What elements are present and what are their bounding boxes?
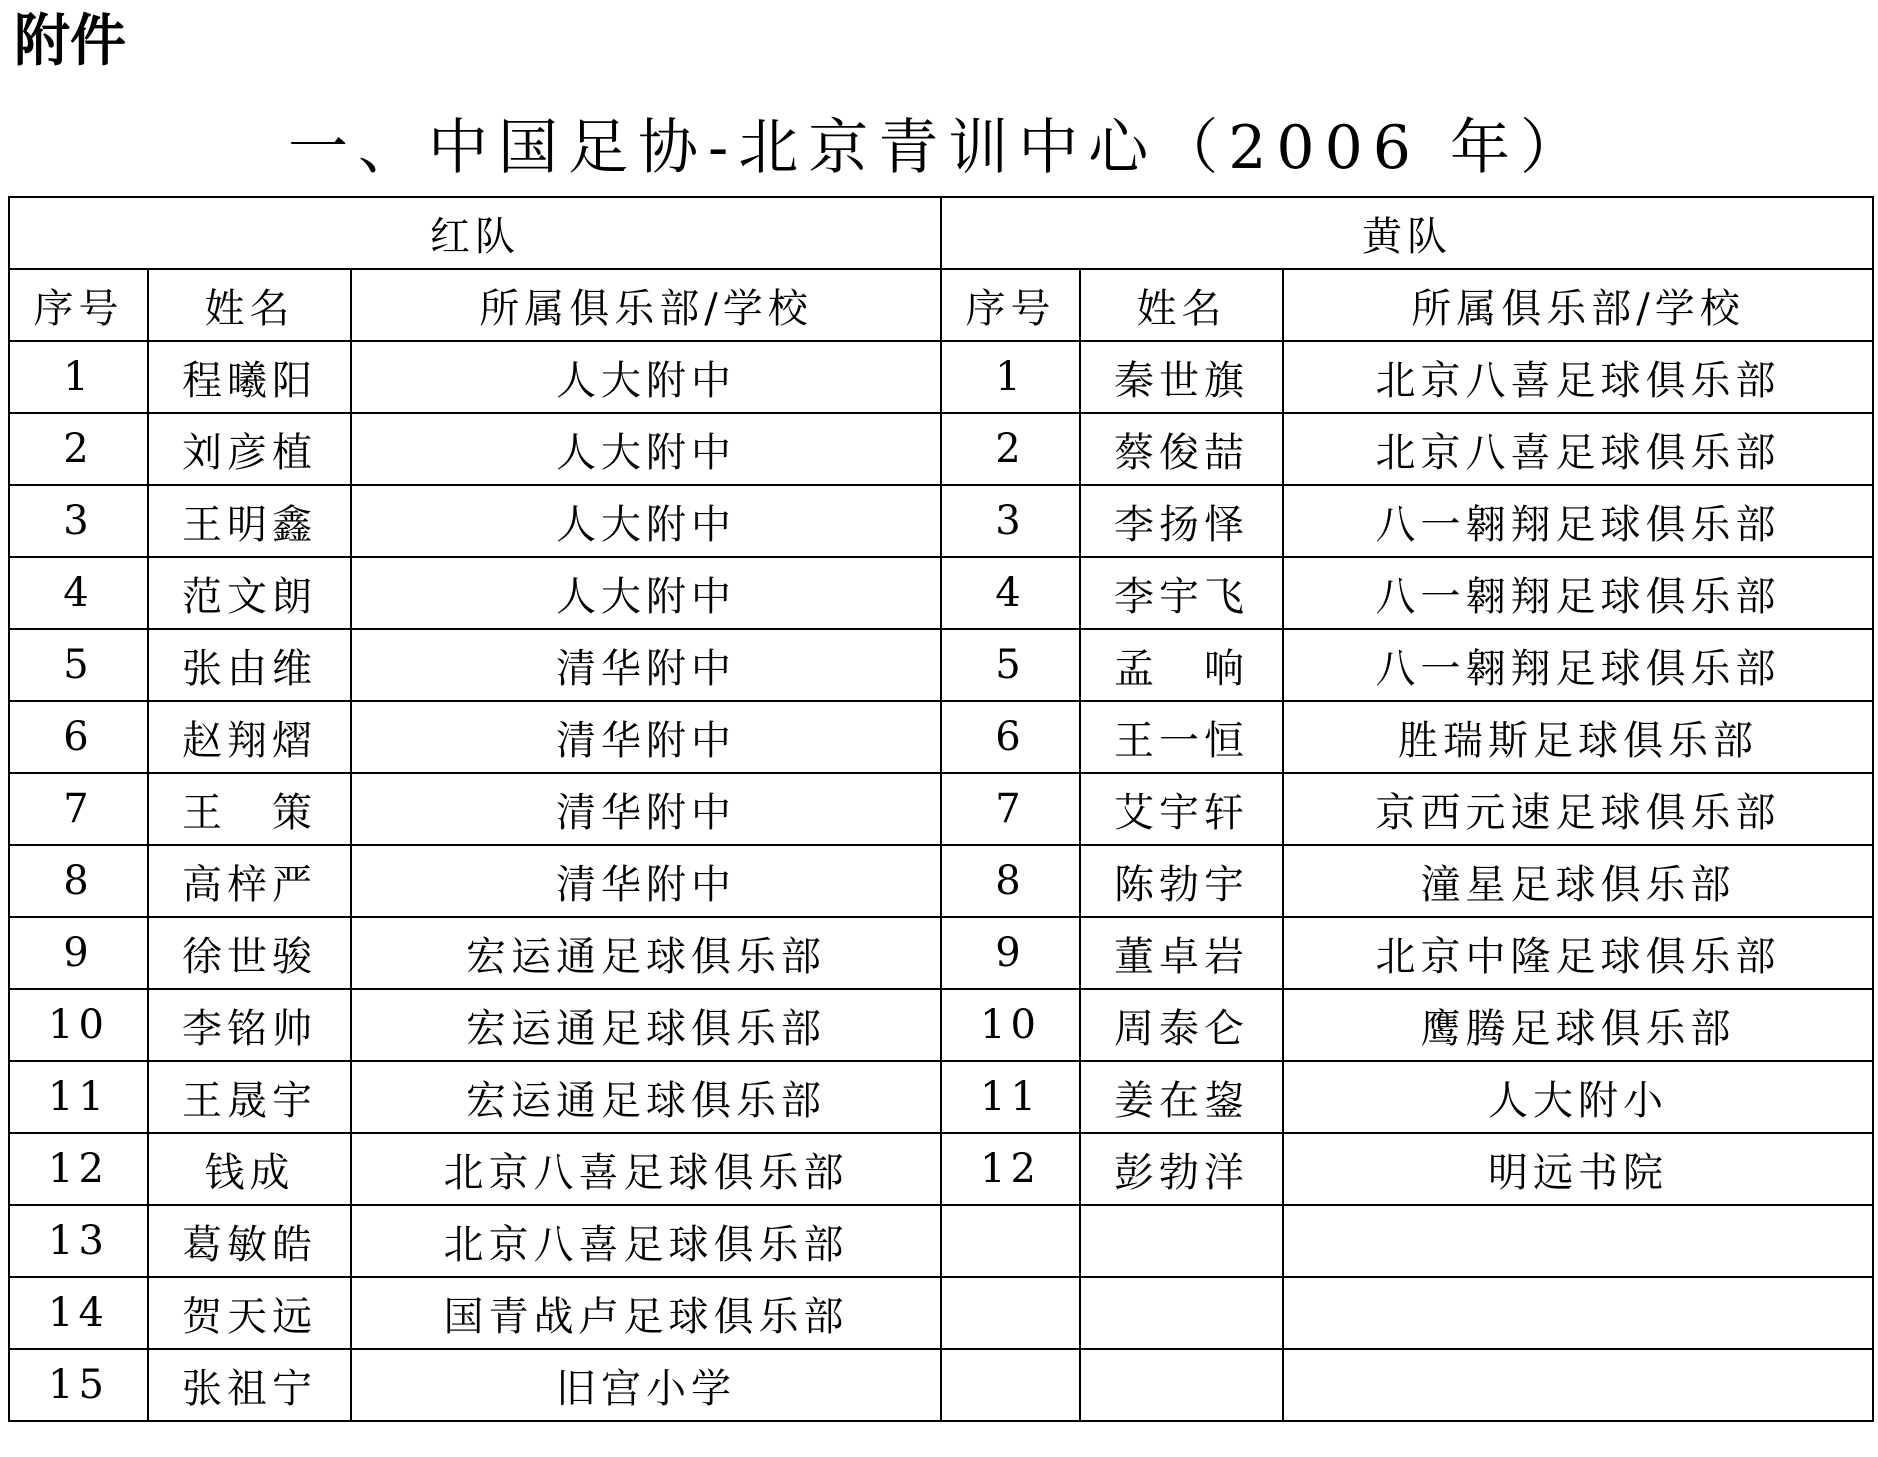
red-club-header: 所属俱乐部/学校 — [351, 269, 941, 341]
red-name-cell: 程曦阳 — [148, 341, 351, 413]
red-seq-header: 序号 — [9, 269, 148, 341]
yellow-seq-cell: 2 — [941, 413, 1080, 485]
table-row — [9, 701, 1873, 773]
red-seq-cell: 15 — [9, 1349, 148, 1421]
yellow-club-cell: 鹰腾足球俱乐部 — [1283, 989, 1873, 1061]
yellow-name-cell: 孟 响 — [1080, 629, 1283, 701]
table-row — [9, 1277, 1873, 1349]
yellow-name-cell-empty — [1080, 1349, 1283, 1421]
table-row — [9, 1133, 1873, 1205]
yellow-name-cell: 姜在鋆 — [1080, 1061, 1283, 1133]
red-club-cell: 人大附中 — [351, 557, 941, 629]
yellow-club-cell: 北京中隆足球俱乐部 — [1283, 917, 1873, 989]
red-name-cell: 王晟宇 — [148, 1061, 351, 1133]
yellow-club-cell: 八一翱翔足球俱乐部 — [1283, 557, 1873, 629]
yellow-seq-cell: 10 — [941, 989, 1080, 1061]
table-row — [9, 485, 1873, 557]
roster-body — [9, 341, 1873, 1421]
table-row — [9, 629, 1873, 701]
yellow-seq-cell: 6 — [941, 701, 1080, 773]
yellow-team-header: 黄队 — [941, 197, 1873, 269]
red-seq-cell: 12 — [9, 1133, 148, 1205]
red-seq-cell: 6 — [9, 701, 148, 773]
table-row — [9, 1349, 1873, 1421]
red-club-cell: 清华附中 — [351, 629, 941, 701]
red-club-cell: 人大附中 — [351, 485, 941, 557]
table-row — [9, 773, 1873, 845]
red-name-cell: 范文朗 — [148, 557, 351, 629]
red-club-cell: 清华附中 — [351, 701, 941, 773]
red-name-cell: 高梓严 — [148, 845, 351, 917]
red-team-header: 红队 — [9, 197, 941, 269]
red-name-cell: 王明鑫 — [148, 485, 351, 557]
yellow-name-cell: 秦世旗 — [1080, 341, 1283, 413]
table-row — [9, 989, 1873, 1061]
yellow-seq-cell-empty — [941, 1205, 1080, 1277]
red-club-cell: 清华附中 — [351, 773, 941, 845]
column-header-row — [9, 269, 1873, 341]
yellow-seq-cell: 8 — [941, 845, 1080, 917]
red-seq-cell: 5 — [9, 629, 148, 701]
yellow-seq-cell: 1 — [941, 341, 1080, 413]
yellow-seq-cell: 12 — [941, 1133, 1080, 1205]
yellow-seq-cell: 5 — [941, 629, 1080, 701]
yellow-seq-cell-empty — [941, 1277, 1080, 1349]
yellow-club-cell: 八一翱翔足球俱乐部 — [1283, 629, 1873, 701]
yellow-name-cell: 蔡俊喆 — [1080, 413, 1283, 485]
table-row — [9, 1061, 1873, 1133]
red-seq-cell: 1 — [9, 341, 148, 413]
red-name-cell: 葛敏皓 — [148, 1205, 351, 1277]
red-seq-cell: 14 — [9, 1277, 148, 1349]
yellow-name-cell: 董卓岩 — [1080, 917, 1283, 989]
red-seq-cell: 2 — [9, 413, 148, 485]
yellow-club-cell: 明远书院 — [1283, 1133, 1873, 1205]
red-name-cell: 贺天远 — [148, 1277, 351, 1349]
red-name-cell: 刘彦植 — [148, 413, 351, 485]
page-title: 一、中国足协-北京青训中心（2006 年） — [287, 113, 1591, 183]
yellow-seq-cell: 9 — [941, 917, 1080, 989]
yellow-seq-cell-empty — [941, 1349, 1080, 1421]
yellow-name-header: 姓名 — [1080, 269, 1283, 341]
yellow-name-cell: 陈勃宇 — [1080, 845, 1283, 917]
red-seq-cell: 8 — [9, 845, 148, 917]
yellow-club-cell: 人大附小 — [1283, 1061, 1873, 1133]
red-club-cell: 宏运通足球俱乐部 — [351, 917, 941, 989]
yellow-club-cell: 胜瑞斯足球俱乐部 — [1283, 701, 1873, 773]
red-name-cell: 徐世骏 — [148, 917, 351, 989]
yellow-name-cell-empty — [1080, 1277, 1283, 1349]
yellow-club-header: 所属俱乐部/学校 — [1283, 269, 1873, 341]
red-seq-cell: 10 — [9, 989, 148, 1061]
red-club-cell: 宏运通足球俱乐部 — [351, 1061, 941, 1133]
red-club-cell: 宏运通足球俱乐部 — [351, 989, 941, 1061]
red-club-cell: 国青战卢足球俱乐部 — [351, 1277, 941, 1349]
yellow-name-cell: 艾宇轩 — [1080, 773, 1283, 845]
attachment-label: 附件 — [14, 9, 126, 74]
yellow-name-cell: 李宇飞 — [1080, 557, 1283, 629]
yellow-seq-cell: 3 — [941, 485, 1080, 557]
yellow-seq-cell: 11 — [941, 1061, 1080, 1133]
yellow-club-cell: 北京八喜足球俱乐部 — [1283, 341, 1873, 413]
red-seq-cell: 9 — [9, 917, 148, 989]
table-row — [9, 845, 1873, 917]
roster-table — [8, 196, 1874, 1422]
yellow-club-cell-empty — [1283, 1277, 1873, 1349]
red-name-header: 姓名 — [148, 269, 351, 341]
red-club-cell: 旧宫小学 — [351, 1349, 941, 1421]
red-name-cell: 张由维 — [148, 629, 351, 701]
table-row — [9, 1205, 1873, 1277]
yellow-seq-header: 序号 — [941, 269, 1080, 341]
red-seq-cell: 11 — [9, 1061, 148, 1133]
yellow-seq-cell: 7 — [941, 773, 1080, 845]
red-name-cell: 钱成 — [148, 1133, 351, 1205]
yellow-name-cell: 周泰仑 — [1080, 989, 1283, 1061]
red-seq-cell: 4 — [9, 557, 148, 629]
table-row — [9, 413, 1873, 485]
team-header-row — [9, 197, 1873, 269]
yellow-club-cell: 潼星足球俱乐部 — [1283, 845, 1873, 917]
red-name-cell: 王 策 — [148, 773, 351, 845]
red-name-cell: 赵翔熠 — [148, 701, 351, 773]
red-name-cell: 张祖宁 — [148, 1349, 351, 1421]
yellow-seq-cell: 4 — [941, 557, 1080, 629]
yellow-name-cell: 彭勃洋 — [1080, 1133, 1283, 1205]
red-name-cell: 李铭帅 — [148, 989, 351, 1061]
yellow-name-cell: 李扬怿 — [1080, 485, 1283, 557]
red-seq-cell: 3 — [9, 485, 148, 557]
yellow-club-cell: 京西元速足球俱乐部 — [1283, 773, 1873, 845]
table-row — [9, 557, 1873, 629]
yellow-club-cell: 北京八喜足球俱乐部 — [1283, 413, 1873, 485]
yellow-club-cell-empty — [1283, 1205, 1873, 1277]
yellow-club-cell: 八一翱翔足球俱乐部 — [1283, 485, 1873, 557]
yellow-name-cell: 王一恒 — [1080, 701, 1283, 773]
yellow-club-cell-empty — [1283, 1349, 1873, 1421]
red-club-cell: 人大附中 — [351, 341, 941, 413]
red-club-cell: 北京八喜足球俱乐部 — [351, 1133, 941, 1205]
red-seq-cell: 7 — [9, 773, 148, 845]
red-club-cell: 人大附中 — [351, 413, 941, 485]
red-club-cell: 清华附中 — [351, 845, 941, 917]
red-seq-cell: 13 — [9, 1205, 148, 1277]
table-row — [9, 917, 1873, 989]
table-row — [9, 341, 1873, 413]
yellow-name-cell-empty — [1080, 1205, 1283, 1277]
red-club-cell: 北京八喜足球俱乐部 — [351, 1205, 941, 1277]
